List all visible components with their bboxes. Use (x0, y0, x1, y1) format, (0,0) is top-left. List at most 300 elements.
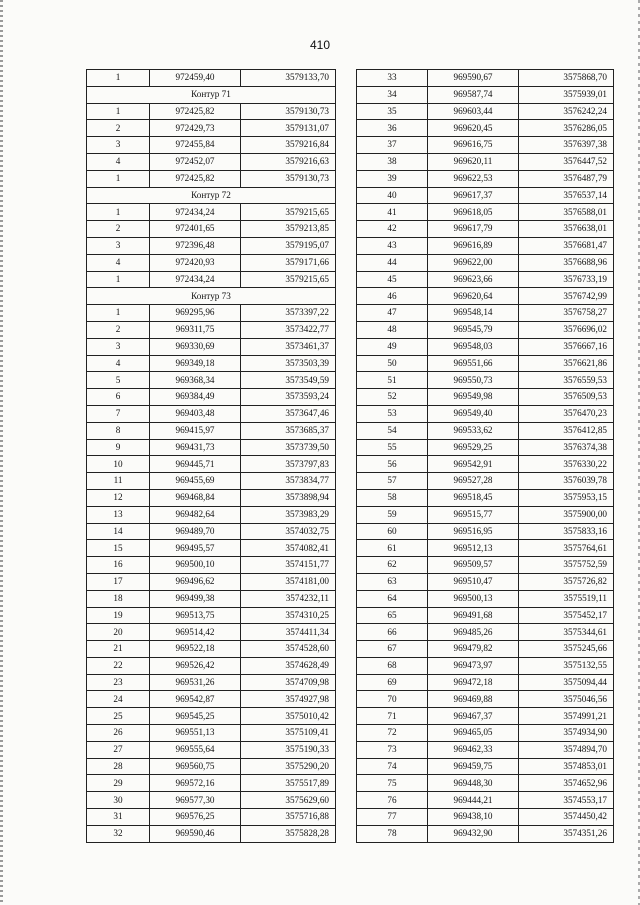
y-coordinate: 3574991,21 (519, 708, 614, 725)
x-coordinate: 969550,73 (428, 372, 519, 389)
y-coordinate: 3576667,16 (519, 338, 614, 355)
coordinate-row (87, 456, 336, 473)
y-coordinate: 3576733,19 (519, 271, 614, 288)
point-number: 25 (87, 708, 150, 725)
y-coordinate: 3574652,96 (519, 775, 614, 792)
y-coordinate: 3575716,88 (241, 809, 336, 826)
coordinate-row (357, 103, 614, 120)
point-number: 22 (87, 657, 150, 674)
coordinate-row (357, 809, 614, 826)
x-coordinate: 969620,45 (428, 120, 519, 137)
y-coordinate: 3576397,38 (519, 137, 614, 154)
x-coordinate: 972434,24 (150, 271, 241, 288)
point-number: 21 (87, 641, 150, 658)
x-coordinate: 969509,57 (428, 557, 519, 574)
x-coordinate: 969482,64 (150, 506, 241, 523)
x-coordinate: 969576,25 (150, 809, 241, 826)
coordinate-row (87, 254, 336, 271)
point-number: 16 (87, 557, 150, 574)
coordinate-row (357, 792, 614, 809)
contour-header-row (87, 288, 336, 305)
y-coordinate: 3575452,17 (519, 607, 614, 624)
y-coordinate: 3575290,20 (241, 758, 336, 775)
point-number: 3 (87, 137, 150, 154)
x-coordinate: 969522,18 (150, 641, 241, 658)
point-number: 75 (357, 775, 428, 792)
coordinate-row (87, 741, 336, 758)
x-coordinate: 969622,53 (428, 170, 519, 187)
y-coordinate: 3574628,49 (241, 657, 336, 674)
point-number: 56 (357, 456, 428, 473)
y-coordinate: 3579130,73 (241, 170, 336, 187)
x-coordinate: 969529,25 (428, 439, 519, 456)
y-coordinate: 3573503,39 (241, 355, 336, 372)
point-number: 43 (357, 237, 428, 254)
point-number: 54 (357, 422, 428, 439)
x-coordinate: 969445,71 (150, 456, 241, 473)
point-number: 62 (357, 557, 428, 574)
coordinate-row (357, 489, 614, 506)
point-number: 76 (357, 792, 428, 809)
x-coordinate: 969620,64 (428, 288, 519, 305)
x-coordinate: 969590,46 (150, 825, 241, 842)
x-coordinate: 969551,13 (150, 725, 241, 742)
y-coordinate: 3573739,50 (241, 439, 336, 456)
x-coordinate: 969311,75 (150, 321, 241, 338)
point-number: 41 (357, 204, 428, 221)
point-number: 49 (357, 338, 428, 355)
y-coordinate: 3579130,73 (241, 103, 336, 120)
y-coordinate: 3574151,77 (241, 557, 336, 574)
coordinate-row (87, 489, 336, 506)
point-number: 71 (357, 708, 428, 725)
coordinate-row (87, 725, 336, 742)
x-coordinate: 969560,75 (150, 758, 241, 775)
coordinate-row (357, 456, 614, 473)
y-coordinate: 3575190,33 (241, 741, 336, 758)
y-coordinate: 3576374,38 (519, 439, 614, 456)
x-coordinate: 969549,40 (428, 405, 519, 422)
x-coordinate: 969500,13 (428, 590, 519, 607)
point-number: 40 (357, 187, 428, 204)
x-coordinate: 969548,14 (428, 305, 519, 322)
point-number: 3 (87, 237, 150, 254)
coordinate-row (357, 557, 614, 574)
point-number: 45 (357, 271, 428, 288)
coordinate-row (87, 237, 336, 254)
point-number: 58 (357, 489, 428, 506)
coordinate-row (87, 355, 336, 372)
coordinate-row (357, 590, 614, 607)
contour-label: Контур 71 (87, 86, 336, 103)
x-coordinate: 969459,75 (428, 758, 519, 775)
point-number: 66 (357, 624, 428, 641)
coordinate-row (87, 607, 336, 624)
y-coordinate: 3575764,61 (519, 540, 614, 557)
y-coordinate: 3573593,24 (241, 389, 336, 406)
point-number: 24 (87, 691, 150, 708)
y-coordinate: 3576487,79 (519, 170, 614, 187)
point-number: 26 (87, 725, 150, 742)
x-coordinate: 969462,33 (428, 741, 519, 758)
coordinate-row (87, 674, 336, 691)
coordinate-row (357, 439, 614, 456)
coordinate-row (357, 725, 614, 742)
y-coordinate: 3574709,98 (241, 674, 336, 691)
coordinate-row (357, 355, 614, 372)
x-coordinate: 969468,84 (150, 489, 241, 506)
coordinate-row (357, 254, 614, 271)
x-coordinate: 969467,37 (428, 708, 519, 725)
x-coordinate: 969531,26 (150, 674, 241, 691)
y-coordinate: 3574853,01 (519, 758, 614, 775)
y-coordinate: 3576242,24 (519, 103, 614, 120)
x-coordinate: 969587,74 (428, 86, 519, 103)
point-number: 3 (87, 338, 150, 355)
point-number: 1 (87, 271, 150, 288)
x-coordinate: 969620,11 (428, 153, 519, 170)
point-number: 17 (87, 573, 150, 590)
x-coordinate: 969548,03 (428, 338, 519, 355)
y-coordinate: 3574232,11 (241, 590, 336, 607)
y-coordinate: 3575519,11 (519, 590, 614, 607)
coordinate-row (87, 523, 336, 540)
y-coordinate: 3574894,70 (519, 741, 614, 758)
x-coordinate: 969616,89 (428, 237, 519, 254)
x-coordinate: 969590,67 (428, 70, 519, 87)
point-number: 28 (87, 758, 150, 775)
y-coordinate: 3576470,23 (519, 405, 614, 422)
y-coordinate: 3576537,14 (519, 187, 614, 204)
y-coordinate: 3573422,77 (241, 321, 336, 338)
x-coordinate: 972434,24 (150, 204, 241, 221)
point-number: 5 (87, 372, 150, 389)
y-coordinate: 3573797,83 (241, 456, 336, 473)
coordinate-row (87, 422, 336, 439)
y-coordinate: 3575517,89 (241, 775, 336, 792)
coordinate-row (357, 153, 614, 170)
coordinate-row (357, 237, 614, 254)
coordinate-row (357, 641, 614, 658)
coordinate-row (357, 305, 614, 322)
x-coordinate: 969617,37 (428, 187, 519, 204)
coordinate-row (87, 708, 336, 725)
coordinate-row (357, 741, 614, 758)
y-coordinate: 3575900,00 (519, 506, 614, 523)
x-coordinate: 969455,69 (150, 473, 241, 490)
point-number: 42 (357, 221, 428, 238)
x-coordinate: 972459,40 (150, 70, 241, 87)
coordinate-row (357, 321, 614, 338)
point-number: 74 (357, 758, 428, 775)
point-number: 4 (87, 153, 150, 170)
coordinate-row (87, 103, 336, 120)
y-coordinate: 3574450,42 (519, 809, 614, 826)
coordinate-row (357, 523, 614, 540)
coordinate-row (357, 221, 614, 238)
contour-header-row (87, 86, 336, 103)
coordinate-row (87, 221, 336, 238)
point-number: 70 (357, 691, 428, 708)
coordinate-row (87, 775, 336, 792)
x-coordinate: 972401,65 (150, 221, 241, 238)
y-coordinate: 3574411,34 (241, 624, 336, 641)
point-number: 8 (87, 422, 150, 439)
y-coordinate: 3573647,46 (241, 405, 336, 422)
point-number: 77 (357, 809, 428, 826)
point-number: 67 (357, 641, 428, 658)
y-coordinate: 3573549,59 (241, 372, 336, 389)
y-coordinate: 3573397,22 (241, 305, 336, 322)
x-coordinate: 969495,57 (150, 540, 241, 557)
x-coordinate: 969516,95 (428, 523, 519, 540)
x-coordinate: 969384,49 (150, 389, 241, 406)
page-number: 410 (309, 38, 331, 52)
y-coordinate: 3576447,52 (519, 153, 614, 170)
point-number: 46 (357, 288, 428, 305)
point-number: 38 (357, 153, 428, 170)
coordinate-row (87, 624, 336, 641)
y-coordinate: 3575132,55 (519, 657, 614, 674)
y-coordinate: 3576039,78 (519, 473, 614, 490)
point-number: 44 (357, 254, 428, 271)
coordinate-row (357, 288, 614, 305)
coordinate-row (87, 153, 336, 170)
x-coordinate: 969444,21 (428, 792, 519, 809)
y-coordinate: 3576286,05 (519, 120, 614, 137)
point-number: 68 (357, 657, 428, 674)
coordinate-row (357, 573, 614, 590)
y-coordinate: 3576509,53 (519, 389, 614, 406)
x-coordinate: 969515,77 (428, 506, 519, 523)
x-coordinate: 969485,26 (428, 624, 519, 641)
y-coordinate: 3575828,28 (241, 825, 336, 842)
y-coordinate: 3574310,25 (241, 607, 336, 624)
coordinate-row (87, 691, 336, 708)
point-number: 2 (87, 321, 150, 338)
point-number: 36 (357, 120, 428, 137)
x-coordinate: 969469,88 (428, 691, 519, 708)
point-number: 64 (357, 590, 428, 607)
point-number: 1 (87, 70, 150, 87)
coordinate-row (87, 137, 336, 154)
y-coordinate: 3574528,60 (241, 641, 336, 658)
x-coordinate: 969518,45 (428, 489, 519, 506)
coordinate-row (357, 674, 614, 691)
point-number: 1 (87, 305, 150, 322)
point-number: 6 (87, 389, 150, 406)
coordinate-row (87, 338, 336, 355)
point-number: 29 (87, 775, 150, 792)
point-number: 69 (357, 674, 428, 691)
point-number: 1 (87, 204, 150, 221)
y-coordinate: 3575833,16 (519, 523, 614, 540)
coordinate-row (357, 657, 614, 674)
coordinate-row (87, 590, 336, 607)
coordinate-row (357, 70, 614, 87)
point-number: 14 (87, 523, 150, 540)
point-number: 53 (357, 405, 428, 422)
point-number: 48 (357, 321, 428, 338)
x-coordinate: 969577,30 (150, 792, 241, 809)
y-coordinate: 3575046,56 (519, 691, 614, 708)
y-coordinate: 3574934,90 (519, 725, 614, 742)
y-coordinate: 3576742,99 (519, 288, 614, 305)
y-coordinate: 3576758,27 (519, 305, 614, 322)
x-coordinate: 969472,18 (428, 674, 519, 691)
coordinate-row (357, 607, 614, 624)
x-coordinate: 969403,48 (150, 405, 241, 422)
x-coordinate: 969513,75 (150, 607, 241, 624)
x-coordinate: 969512,13 (428, 540, 519, 557)
coordinate-row (357, 137, 614, 154)
coordinates-table-left (86, 69, 336, 843)
x-coordinate: 969545,25 (150, 708, 241, 725)
point-number: 11 (87, 473, 150, 490)
coordinate-row (87, 557, 336, 574)
contour-label: Контур 72 (87, 187, 336, 204)
point-number: 2 (87, 221, 150, 238)
x-coordinate: 969603,44 (428, 103, 519, 120)
coordinate-row (87, 641, 336, 658)
point-number: 7 (87, 405, 150, 422)
x-coordinate: 969542,91 (428, 456, 519, 473)
contour-header-row (87, 187, 336, 204)
point-number: 63 (357, 573, 428, 590)
coordinate-row (87, 573, 336, 590)
coordinate-row (357, 389, 614, 406)
y-coordinate: 3576559,53 (519, 372, 614, 389)
y-coordinate: 3576588,01 (519, 204, 614, 221)
x-coordinate: 969617,79 (428, 221, 519, 238)
x-coordinate: 969465,05 (428, 725, 519, 742)
y-coordinate: 3575752,59 (519, 557, 614, 574)
point-number: 59 (357, 506, 428, 523)
x-coordinate: 969349,18 (150, 355, 241, 372)
x-coordinate: 969526,42 (150, 657, 241, 674)
y-coordinate: 3576621,86 (519, 355, 614, 372)
x-coordinate: 969415,97 (150, 422, 241, 439)
y-coordinate: 3579215,65 (241, 271, 336, 288)
point-number: 50 (357, 355, 428, 372)
coordinate-row (87, 473, 336, 490)
x-coordinate: 972425,82 (150, 170, 241, 187)
y-coordinate: 3573461,37 (241, 338, 336, 355)
x-coordinate: 969491,68 (428, 607, 519, 624)
coordinate-row (87, 321, 336, 338)
x-coordinate: 969330,69 (150, 338, 241, 355)
y-coordinate: 3576681,47 (519, 237, 614, 254)
point-number: 19 (87, 607, 150, 624)
x-coordinate: 972396,48 (150, 237, 241, 254)
x-coordinate: 969499,38 (150, 590, 241, 607)
y-coordinate: 3575109,41 (241, 725, 336, 742)
x-coordinate: 969533,62 (428, 422, 519, 439)
x-coordinate: 969622,00 (428, 254, 519, 271)
point-number: 23 (87, 674, 150, 691)
point-number: 9 (87, 439, 150, 456)
x-coordinate: 972420,93 (150, 254, 241, 271)
point-number: 37 (357, 137, 428, 154)
point-number: 47 (357, 305, 428, 322)
x-coordinate: 969368,34 (150, 372, 241, 389)
point-number: 39 (357, 170, 428, 187)
coordinate-row (357, 758, 614, 775)
coordinate-row (87, 120, 336, 137)
x-coordinate: 969618,05 (428, 204, 519, 221)
point-number: 20 (87, 624, 150, 641)
scan-edge-left (0, 0, 3, 905)
point-number: 12 (87, 489, 150, 506)
coordinate-row (357, 120, 614, 137)
y-coordinate: 3573983,29 (241, 506, 336, 523)
y-coordinate: 3574181,00 (241, 573, 336, 590)
coordinate-row (357, 271, 614, 288)
x-coordinate: 972425,82 (150, 103, 241, 120)
point-number: 60 (357, 523, 428, 540)
x-coordinate: 969448,30 (428, 775, 519, 792)
x-coordinate: 969479,82 (428, 641, 519, 658)
y-coordinate: 3574351,26 (519, 825, 614, 842)
x-coordinate: 969489,70 (150, 523, 241, 540)
coordinate-row (87, 758, 336, 775)
point-number: 1 (87, 103, 150, 120)
point-number: 73 (357, 741, 428, 758)
point-number: 78 (357, 825, 428, 842)
y-coordinate: 3574032,75 (241, 523, 336, 540)
coordinate-row (87, 825, 336, 842)
point-number: 30 (87, 792, 150, 809)
y-coordinate: 3576330,22 (519, 456, 614, 473)
point-number: 4 (87, 355, 150, 372)
point-number: 33 (357, 70, 428, 87)
coordinate-row (87, 439, 336, 456)
coordinate-row (87, 657, 336, 674)
x-coordinate: 972429,73 (150, 120, 241, 137)
y-coordinate: 3575344,61 (519, 624, 614, 641)
coordinate-row (357, 775, 614, 792)
x-coordinate: 969432,90 (428, 825, 519, 842)
y-coordinate: 3576412,85 (519, 422, 614, 439)
coordinate-row (357, 691, 614, 708)
point-number: 61 (357, 540, 428, 557)
x-coordinate: 969295,96 (150, 305, 241, 322)
point-number: 34 (357, 86, 428, 103)
y-coordinate: 3575245,66 (519, 641, 614, 658)
contour-label: Контур 73 (87, 288, 336, 305)
y-coordinate: 3579131,07 (241, 120, 336, 137)
x-coordinate: 969549,98 (428, 389, 519, 406)
y-coordinate: 3579215,65 (241, 204, 336, 221)
coordinate-row (357, 708, 614, 725)
x-coordinate: 969555,64 (150, 741, 241, 758)
coordinate-row (87, 204, 336, 221)
coordinates-table-right (356, 69, 614, 843)
y-coordinate: 3575726,82 (519, 573, 614, 590)
y-coordinate: 3575629,60 (241, 792, 336, 809)
point-number: 31 (87, 809, 150, 826)
point-number: 10 (87, 456, 150, 473)
coordinate-row (357, 540, 614, 557)
coordinate-row (357, 187, 614, 204)
coordinate-row (357, 170, 614, 187)
y-coordinate: 3573898,94 (241, 489, 336, 506)
coordinate-row (357, 338, 614, 355)
point-number: 55 (357, 439, 428, 456)
coordinate-row (357, 624, 614, 641)
y-coordinate: 3579213,85 (241, 221, 336, 238)
coordinate-row (87, 792, 336, 809)
